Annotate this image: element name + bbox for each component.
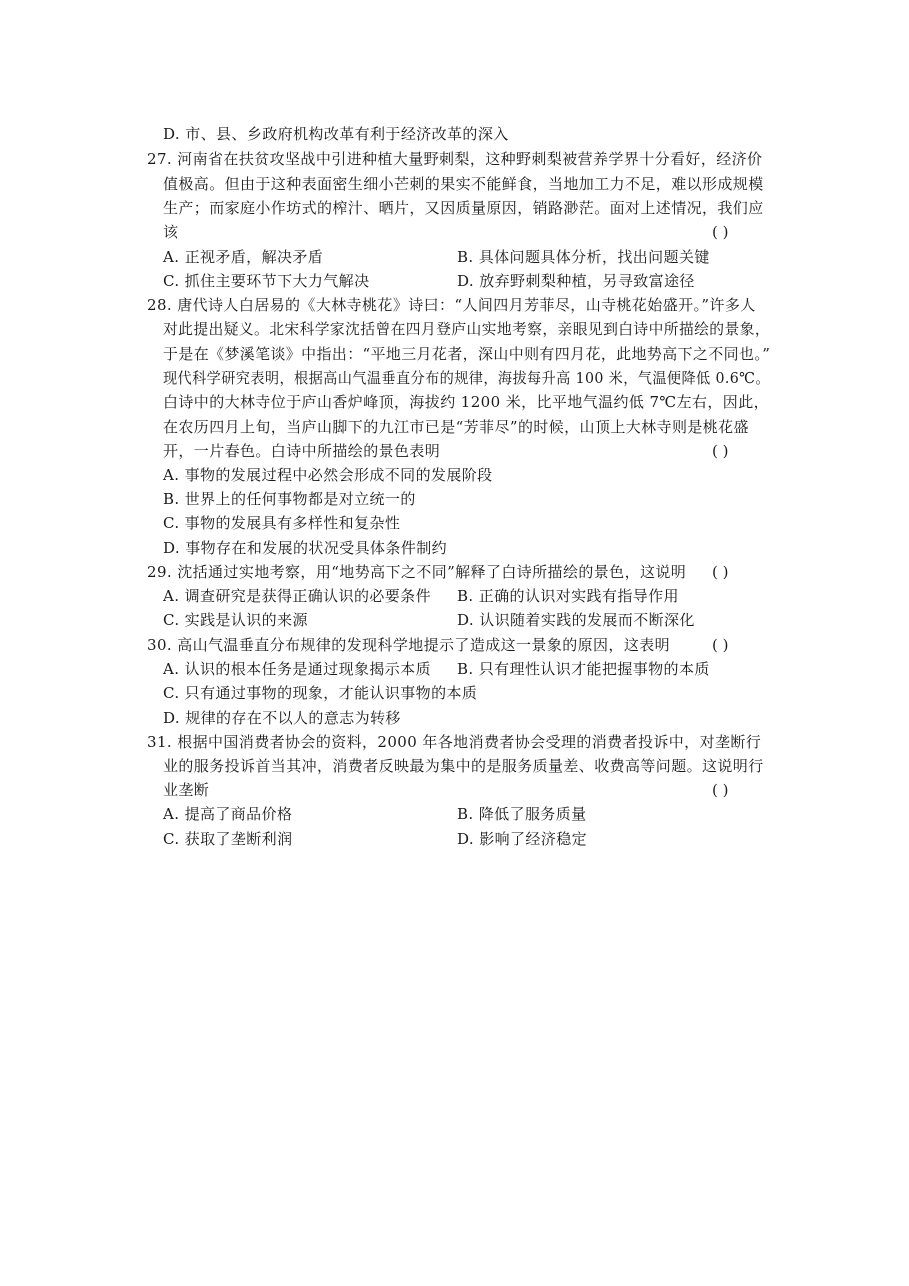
- q31-option-b: B. 降低了服务质量: [457, 805, 587, 823]
- q28-stem-line-7: 开，一片春色。白诗中所描绘的景色表明: [163, 442, 441, 460]
- q27-option-d: D. 放弃野刺梨种植，另寻致富途径: [457, 272, 695, 290]
- q30-option-c: C. 只有通过事物的现象，才能认识事物的本质: [163, 684, 478, 702]
- q27-answer-bracket: ( ): [712, 223, 729, 241]
- q28-stem-line-2: 对此提出疑义。北宋科学家沈括曾在四月登庐山实地考察，亲眼见到白诗中所描绘的景象，: [163, 320, 771, 338]
- q31-stem-line-1: 31. 根据中国消费者协会的资料，2000 年各地消费者协会受理的消费者投诉中，对垄断行: [147, 733, 762, 751]
- q29-option-c: C. 实践是认识的来源: [163, 611, 308, 629]
- q27-option-b: B. 具体问题具体分析，找出问题关键: [457, 248, 710, 266]
- q29-stem: 29. 沈括通过实地考察，用“地势高下之不同”解释了白诗所描绘的景色，这说明: [147, 563, 687, 581]
- q30-answer-bracket: ( ): [712, 636, 729, 654]
- q31-option-d: D. 影响了经济稳定: [457, 830, 588, 848]
- q30-option-b: B. 只有理性认识才能把握事物的本质: [457, 660, 710, 678]
- q28-option-c: C. 事物的发展具有多样性和复杂性: [163, 514, 401, 532]
- q26-option-d: D. 市、县、乡政府机构改革有利于经济改革的深入: [163, 125, 509, 143]
- q28-stem-line-6: 在农历四月上旬，当庐山脚下的九江市已是“芳菲尽”的时候，山顶上大林寺则是桃花盛: [163, 418, 749, 436]
- q28-stem-line-4: 现代科学研究表明，根据高山气温垂直分布的规律，海拔每升高 100 米，气温便降低 0.6℃。: [163, 369, 770, 387]
- q29-answer-bracket: ( ): [712, 563, 729, 581]
- q31-option-c: C. 获取了垄断利润: [163, 830, 293, 848]
- q27-stem-line-1: 27. 河南省在扶贫攻坚战中引进种植大量野刺梨，这种野刺梨被营养学界十分看好，经济价: [147, 150, 763, 168]
- q30-stem: 30. 高山气温垂直分布规律的发现科学地提示了造成这一景象的原因，这表明: [147, 636, 671, 654]
- q27-stem-line-4: 该: [163, 223, 179, 241]
- q31-stem-line-3: 业垄断: [163, 781, 210, 799]
- q29-option-b: B. 正确的认识对实践有指导作用: [457, 587, 679, 605]
- q31-option-a: A. 提高了商品价格: [163, 805, 293, 823]
- q28-option-a: A. 事物的发展过程中必然会形成不同的发展阶段: [163, 466, 493, 484]
- q28-stem-line-5: 白诗中的大林寺位于庐山香炉峰顶，海拔约 1200 米，比平地气温约低 7℃左右，因此，: [163, 393, 770, 411]
- q28-stem-line-3: 于是在《梦溪笔谈》中指出：“平地三月花者，深山中则有四月花，此地势高下之不同也。”: [163, 345, 771, 363]
- q29-option-a: A. 调查研究是获得正确认识的必要条件: [163, 587, 431, 605]
- q27-option-c: C. 抓住主要环节下大力气解决: [163, 272, 370, 290]
- q30-option-a: A. 认识的根本任务是通过现象揭示本质: [163, 660, 431, 678]
- q27-option-a: A. 正视矛盾，解决矛盾: [163, 248, 324, 266]
- q27-stem-line-2: 值极高。但由于这种表面密生细小芒刺的果实不能鲜食，当地加工力不足，难以形成规模: [163, 175, 764, 193]
- q31-answer-bracket: ( ): [712, 781, 729, 799]
- q31-stem-line-2: 业的服务投诉首当其冲，消费者反映最为集中的是服务质量差、收费高等问题。这说明行: [163, 757, 764, 775]
- q30-option-d: D. 规律的存在不以人的意志为转移: [163, 709, 401, 727]
- q28-option-d: D. 事物存在和发展的状况受具体条件制约: [163, 539, 448, 557]
- q29-option-d: D. 认识随着实践的发展而不断深化: [457, 611, 695, 629]
- q27-stem-line-3: 生产；而家庭小作坊式的榨汁、晒片，又因质量原因，销路渺茫。面对上述情况，我们应: [163, 199, 764, 217]
- q28-option-b: B. 世界上的任何事物都是对立统一的: [163, 490, 416, 508]
- q28-stem-line-1: 28. 唐代诗人白居易的《大林寺桃花》诗曰：“人间四月芳菲尽，山寺桃花始盛开。”许多人: [147, 296, 756, 314]
- q28-answer-bracket: ( ): [712, 442, 729, 460]
